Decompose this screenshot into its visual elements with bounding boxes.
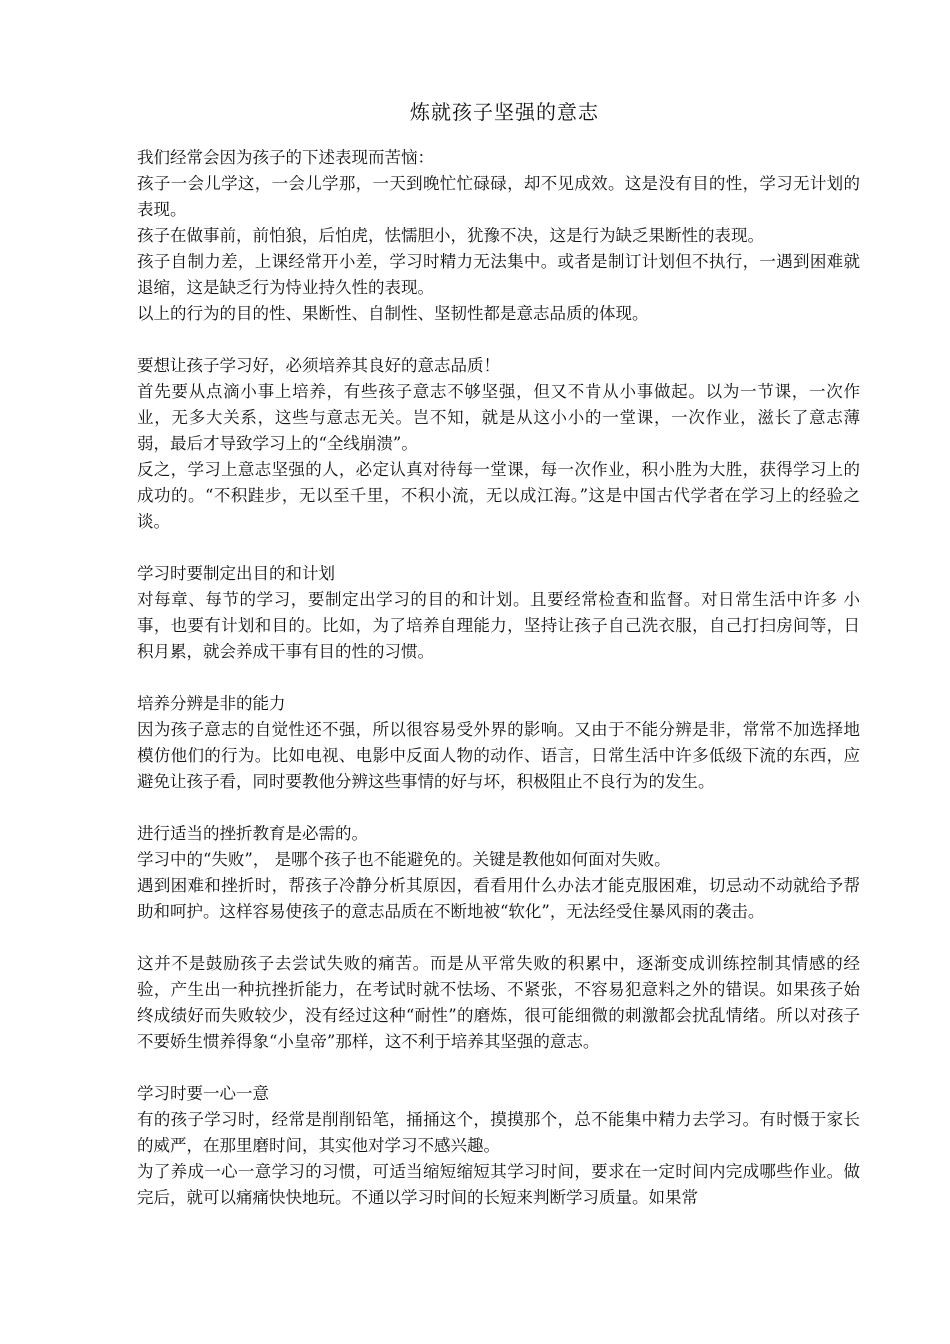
paragraph: 学习中的“失败”， 是哪个孩子也不能避免的。关键是教他如何面对失败。	[137, 850, 671, 869]
paragraph-gap	[137, 1055, 860, 1081]
paragraph: 遇到困难和挫折时，帮孩子冷静分析其原因，看看用什么办法才能克服困难，切忌动不动就给予帮助和呵护。这样容易使孩子的意志品质在不断地被“软化”，无法经受住暴风雨的袭击。	[137, 876, 860, 921]
paragraph: 学习时要制定出目的和计划	[137, 564, 335, 583]
document-title: 炼就孩子坚强的意志	[410, 100, 599, 124]
paragraph: 以上的行为的目的性、果断性、自制性、坚韧性都是意志品质的体现。	[137, 304, 649, 323]
paragraph-gap	[137, 795, 860, 821]
paragraph: 对每章、每节的学习，要制定出学习的目的和计划。且要经常检查和监督。对日常生活中许多 小事，也要有计划和目的。比如，为了培养自理能力，坚持让孩子自己洗衣服，自己打扫房间等，日积月累，就会养成干事有目的性的习惯。	[137, 590, 860, 661]
paragraph: 进行适当的挫折教育是必需的。	[137, 824, 368, 843]
paragraph: 孩子在做事前，前怕狼，后怕虎，怯懦胆小，犹豫不决，这是行为缺乏果断性的表现。	[137, 226, 764, 245]
paragraph: 反之，学习上意志坚强的人，必定认真对待每一堂课，每一次作业，积小胜为大胜，获得学习上的成功的。“不积跬步，无以至千里，不积小流，无以成江海。”这是中国古代学者在学习上的经验之谈。	[137, 460, 860, 531]
paragraph: 学习时要一心一意	[137, 1084, 269, 1103]
paragraph: 孩子自制力差，上课经常开小差，学习时精力无法集中。或者是制订计划但不执行，一遇到困难就退缩，这是缺乏行为恃业持久性的表现。	[137, 252, 860, 297]
paragraph: 我们经常会因为孩子的下述表现而苦恼：	[137, 148, 434, 167]
paragraph: 为了养成一心一意学习的习惯，可适当缩短缩短其学习时间，要求在一定时间内完成哪些作业。做完后，就可以痛痛快快地玩。不通以学习时间的长短来判断学习质量。如果常	[137, 1162, 860, 1207]
paragraph: 孩子一会儿学这，一会儿学那，一天到晚忙忙碌碌，却不见成效。这是没有目的性，学习无计划的表现。	[137, 174, 860, 219]
paragraph-gap	[137, 925, 860, 951]
document-body	[137, 145, 860, 1211]
paragraph: 培养分辨是非的能力	[137, 694, 286, 713]
paragraph-gap	[137, 535, 860, 561]
paragraph: 要想让孩子学习好，必须培养其良好的意志品质！	[137, 356, 500, 375]
paragraph-gap	[137, 327, 860, 353]
paragraph: 首先要从点滴小事上培养，有些孩子意志不够坚强，但又不肯从小事做起。以为一节课，一次作业，无多大关系，这些与意志无关。岂不知，就是从这小小的一堂课，一次作业，滋长了意志薄弱，最后才导致学习上的“全线崩溃”。	[137, 382, 860, 453]
paragraph: 有的孩子学习时，经常是削削铅笔，捅捅这个，摸摸那个，总不能集中精力去学习。有时慑于家长的威严，在那里磨时间，其实他对学习不感兴趣。	[137, 1110, 860, 1155]
paragraph: 因为孩子意志的自觉性还不强，所以很容易受外界的影响。又由于不能分辨是非，常常不加选择地模仿他们的行为。比如电视、电影中反面人物的动作、语言，日常生活中许多低级下流的东西，应避免让孩子看，同时要教他分辨这些事情的好与坏，积极阻止不良行为的发生。	[137, 720, 860, 791]
paragraph-gap	[137, 665, 860, 691]
paragraph: 这并不是鼓励孩子去尝试失败的痛苦。而是从平常失败的积累中，逐渐变成训练控制其情感的经验，产生出一种抗挫折能力，在考试时就不怯场、不紧张，不容易犯意料之外的错误。如果孩子始终成绩好而失败较少，没有经过这种“耐性”的磨炼，很可能细微的刺激都会扰乱情绪。所以对孩子不要娇生惯养得象“小皇帝”那样，这不利于培养其坚强的意志。	[137, 954, 860, 1051]
document-page	[137, 98, 860, 1211]
